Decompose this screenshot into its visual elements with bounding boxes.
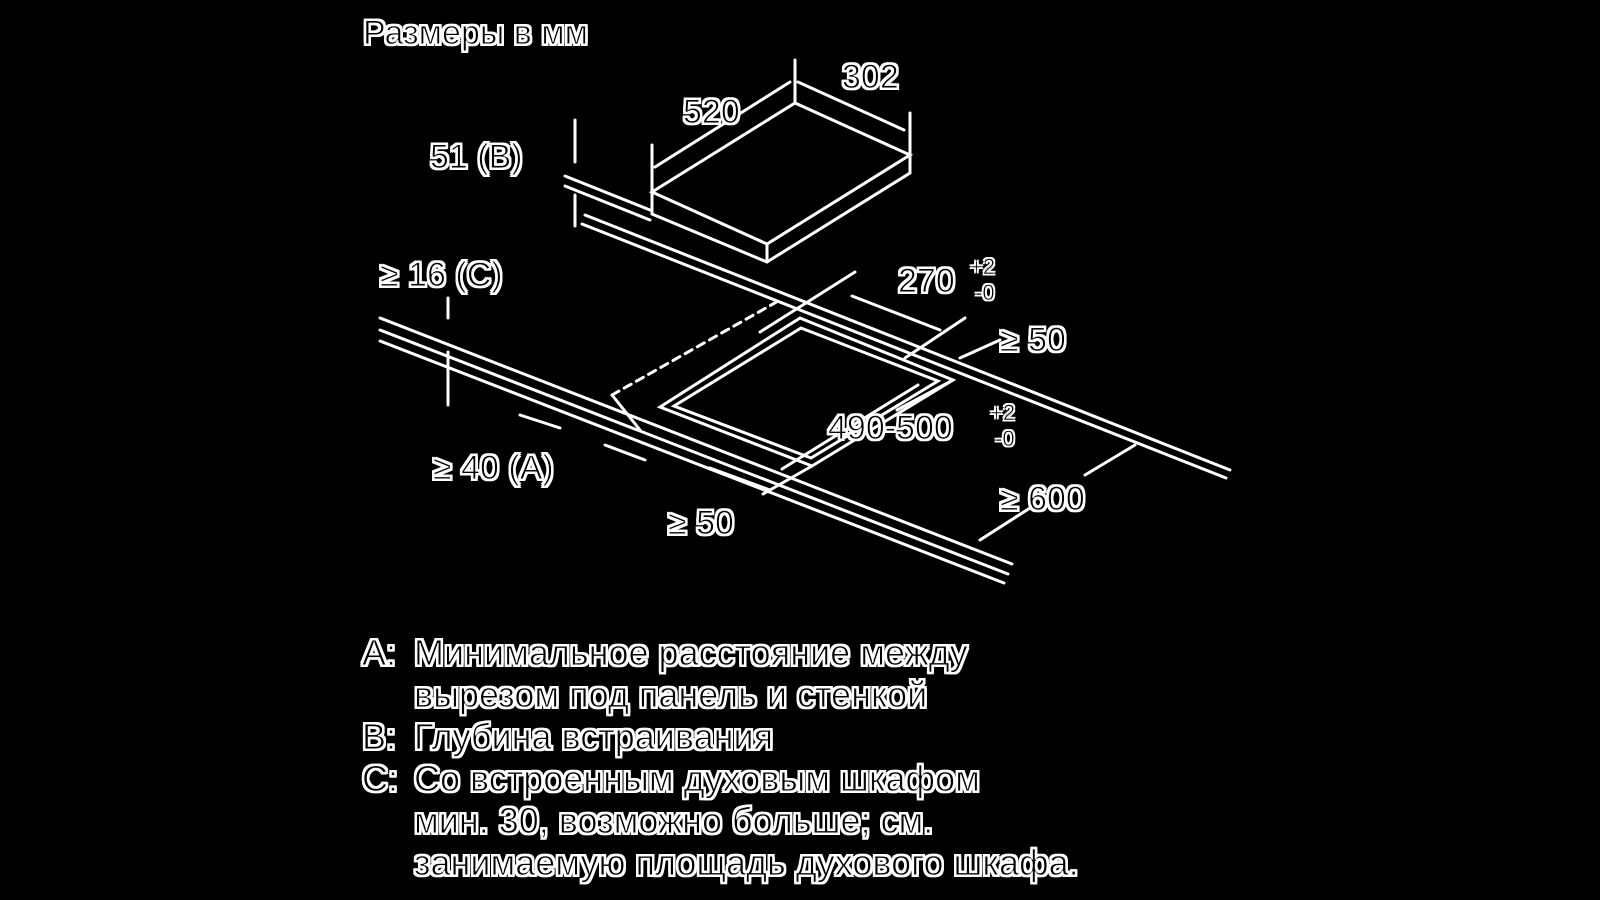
dimension-min-50-right: ≥ 50 [1000, 321, 1066, 359]
dimension-cut-width: 490-500 [828, 409, 953, 447]
dimension-width-302: 302 [842, 58, 899, 96]
dimension-height-b: 51 (B) [430, 138, 523, 176]
legend-key-c: C: [362, 758, 398, 799]
diagram-title: Размеры в мм [363, 14, 589, 52]
dimension-min-600: ≥ 600 [1000, 480, 1085, 518]
legend-text-a-line1: Минимальное расстояние между [414, 632, 968, 673]
legend-key-a: A: [362, 632, 397, 673]
legend-key-b: B: [362, 716, 397, 757]
cut-width-tol-minus: -0 [995, 426, 1015, 451]
legend-item-a-cont [362, 674, 1079, 716]
legend-item-c-cont2 [362, 842, 1079, 884]
dimension-cut-depth-270: 270 [898, 262, 955, 300]
dimension-min-50-front: ≥ 50 [668, 504, 734, 542]
cut-depth-tol-plus: +2 [970, 254, 996, 279]
legend-text-c-line3: занимаемую площадь духового шкафа. [414, 842, 1079, 883]
legend-text-a-line2: вырезом под панель и стенкой [414, 674, 928, 715]
cut-width-tol-plus: +2 [990, 400, 1016, 425]
legend-item-c [362, 758, 1079, 800]
legend-text-c-line2: мин. 30, возможно больше; см. [414, 800, 934, 841]
cut-depth-tol-minus: -0 [975, 280, 995, 305]
legend-item-c-cont1 [362, 800, 1079, 842]
dimension-depth-520: 520 [683, 93, 740, 131]
dimension-min-c: ≥ 16 (C) [380, 256, 503, 294]
legend [362, 632, 1079, 884]
dimension-min-a: ≥ 40 (A) [433, 449, 554, 487]
legend-item-a [362, 632, 1079, 674]
legend-item-b [362, 716, 1079, 758]
legend-text-c-line1: Со встроенным духовым шкафом [414, 758, 980, 799]
legend-text-b-line1: Глубина встраивания [414, 716, 774, 757]
